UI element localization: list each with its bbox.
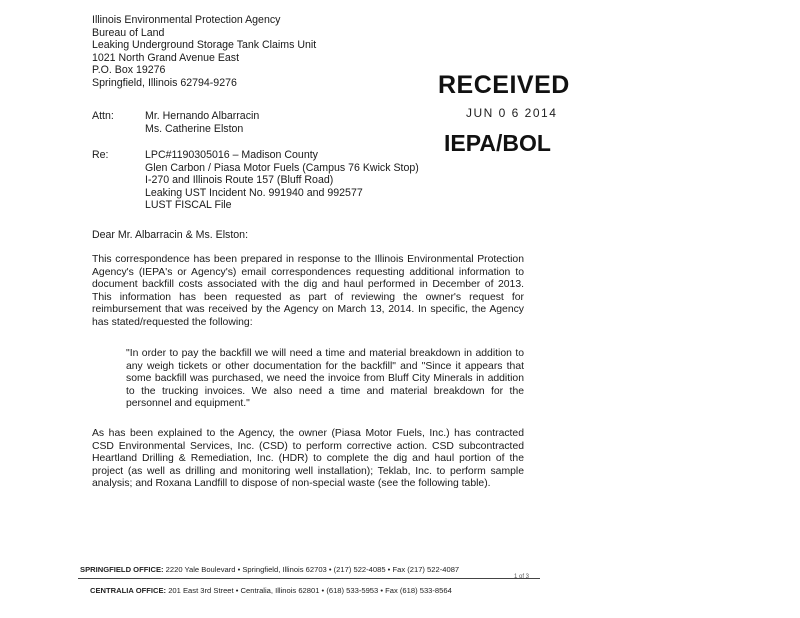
body-paragraph-1: This correspondence has been prepared in response to the Illinois Environmental Protection Agency's (IEPA's or Agency's) email correspondences requesting additional information to document backfill costs associated with the dig and haul performed in December of 2013. This information has been requested as part of reviewing the owner's request for reimbursement that was received by the Agency on March 13, 2014. In specific, the Agency has stated/requested the following: bbox=[92, 254, 524, 328]
attn-block bbox=[145, 110, 259, 135]
re-line: LPC#1190305016 – Madison County bbox=[145, 149, 318, 161]
re-line: I-270 and Illinois Route 157 (Bluff Road) bbox=[145, 174, 334, 187]
springfield-office-footer bbox=[80, 565, 459, 574]
re-line: Glen Carbon / Piasa Motor Fuels (Campus 76 Kwick Stop) bbox=[145, 161, 419, 174]
page-mark: 1 of 3 bbox=[514, 574, 530, 580]
sender-line: Illinois Environmental Protection Agency bbox=[92, 14, 281, 26]
springfield-office-label: SPRINGFIELD OFFICE: bbox=[80, 565, 164, 574]
received-date-stamp: JUN 0 6 2014 bbox=[466, 106, 558, 120]
sender-line: P.O. Box 19276 bbox=[92, 64, 166, 77]
footer-divider bbox=[78, 578, 540, 579]
centralia-office-label: CENTRALIA OFFICE: bbox=[90, 586, 167, 595]
iepa-bol-stamp: IEPA/BOL bbox=[444, 130, 551, 156]
sender-line: Bureau of Land bbox=[92, 26, 165, 39]
re-line: LUST FISCAL File bbox=[145, 199, 232, 212]
body-paragraph-2: As has been explained to the Agency, the owner (Piasa Motor Fuels, Inc.) has contracted CSD Environmental Services, Inc. (CSD) to perform corrective action. CSD subcontracted Heartland Drilling & Remediation, Inc. (HDR) to complete the dig and haul portion of the project (as well as drilling and monitoring well installation); Teklab, Inc. to perform sample analysis; and Roxana Landfill to dispose of non-special waste (see the following table). bbox=[92, 428, 524, 490]
sender-address bbox=[92, 14, 316, 90]
quoted-request: "In order to pay the backfill we will need a time and material breakdown in addition to any weigh tickets or other documentation for the backfill" and "Since it appears that some backfill was purchased, we need the invoice from Bluff City Minerals in addition to the trucking invoices. We also need a time and material breakdown for the personnel and equipment." bbox=[126, 348, 524, 410]
attn-label: Attn: bbox=[92, 110, 114, 122]
re-line: Leaking UST Incident No. 991940 and 992577 bbox=[145, 186, 363, 199]
attn-line: Mr. Hernando Albarracin bbox=[145, 110, 260, 122]
sender-line: 1021 North Grand Avenue East bbox=[92, 51, 240, 64]
received-stamp: RECEIVED bbox=[438, 71, 570, 99]
centralia-office-footer bbox=[90, 586, 452, 595]
attn-line: Ms. Catherine Elston bbox=[145, 122, 244, 135]
salutation: Dear Mr. Albarracin & Ms. Elston: bbox=[92, 229, 249, 241]
re-label: Re: bbox=[92, 149, 109, 161]
centralia-office-details: 201 East 3rd Street • Centralia, Illinois 62801 • (618) 533-5953 • Fax (618) 533-8564 bbox=[168, 586, 452, 595]
sender-line: Leaking Underground Storage Tank Claims Unit bbox=[92, 39, 317, 52]
re-block bbox=[145, 149, 419, 212]
sender-line: Springfield, Illinois 62794-9276 bbox=[92, 76, 237, 89]
springfield-office-details: 2220 Yale Boulevard • Springfield, Illinois 62703 • (217) 522-4085 • Fax (217) 522-4087 bbox=[165, 565, 460, 574]
